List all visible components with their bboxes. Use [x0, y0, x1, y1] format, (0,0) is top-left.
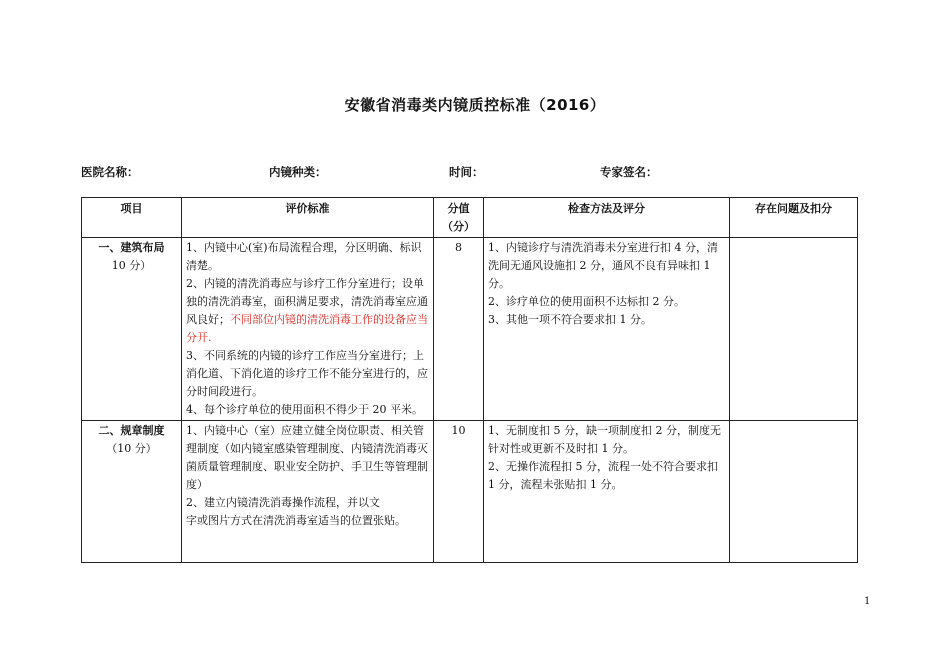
criteria-cell: [182, 421, 434, 563]
time-label: 时间：: [449, 165, 484, 179]
issues-cell: [730, 238, 858, 421]
criteria-line: 3、不同系统的内镜的诊疗工作应当分室进行；上消化道、下消化道的诊疗工作不能分室进行的，应分时间段进行。: [186, 349, 428, 398]
score-cell: 10: [434, 421, 484, 563]
endoscope-type-label: 内镜种类：: [269, 165, 327, 179]
criteria-line: 1、内镜中心(室)布局流程合理，分区明确、标识清楚。: [186, 241, 422, 272]
header-issues: 存在问题及扣分: [730, 198, 858, 238]
evaluation-table: [81, 197, 858, 563]
item-name: 二、规章制度: [98, 424, 165, 437]
item-name: 一、建筑布局: [98, 241, 165, 254]
criteria-highlight: 不同部位内镜的清洗消毒工作的设备应当分开.: [186, 313, 428, 344]
method-line: 3、其他一项不符合要求扣 1 分。: [488, 313, 652, 326]
item-cell: [82, 421, 182, 563]
header-item: 项目: [82, 198, 182, 238]
expert-signature-label: 专家签名：: [600, 165, 658, 179]
criteria-line: 2、内镜的清洗消毒应与诊疗工作分室进行；设单独的清洗消毒室，面积满足要求，清洗消毒室应通风良好；: [186, 277, 428, 326]
criteria-line: 1、内镜中心（室）应建立健全岗位职责、相关管理制度（如内镜室感染管理制度、内镜清洗消毒灭菌质量管理制度、职业安全防护、手卫生等管理制度）: [186, 424, 428, 491]
criteria-cell: [182, 238, 434, 421]
table-header-row: [82, 198, 858, 238]
table-row: [82, 238, 858, 421]
method-cell: [484, 238, 730, 421]
item-points: 10 分）: [111, 259, 152, 272]
header-score: 分值（分）: [434, 198, 484, 238]
method-line: 2、诊疗单位的使用面积不达标扣 2 分。: [488, 295, 685, 308]
page-title: 安徽省消毒类内镜质控标准（2016）: [344, 96, 606, 114]
criteria-line: 2、建立内镜清洗消毒操作流程，并以文: [186, 496, 380, 509]
method-line: 1、无制度扣 5 分，缺一项制度扣 2 分，制度无针对性或更新不及时扣 1 分。: [488, 424, 721, 455]
method-line: 2、无操作流程扣 5 分，流程一处不符合要求扣 1 分，流程未张贴扣 1 分。: [488, 460, 718, 491]
criteria-line: 字或图片方式在清洗消毒室适当的位置张贴。: [186, 514, 406, 527]
score-cell: 8: [434, 238, 484, 421]
method-cell: [484, 421, 730, 563]
header-method: 检查方法及评分: [484, 198, 730, 238]
issues-cell: [730, 421, 858, 563]
hospital-name-label: 医院名称：: [81, 165, 139, 179]
table-row: [82, 421, 858, 563]
item-cell: [82, 238, 182, 421]
page-number: 1: [864, 596, 871, 607]
item-points: （10 分）: [106, 442, 157, 455]
method-line: 1、内镜诊疗与清洗消毒未分室进行扣 4 分，清洗间无通风设施扣 2 分，通风不良有异味扣 1 分。: [488, 241, 718, 290]
criteria-line: 4、每个诊疗单位的使用面积不得少于 20 平米。: [186, 403, 423, 416]
header-criteria: 评价标准: [182, 198, 434, 238]
